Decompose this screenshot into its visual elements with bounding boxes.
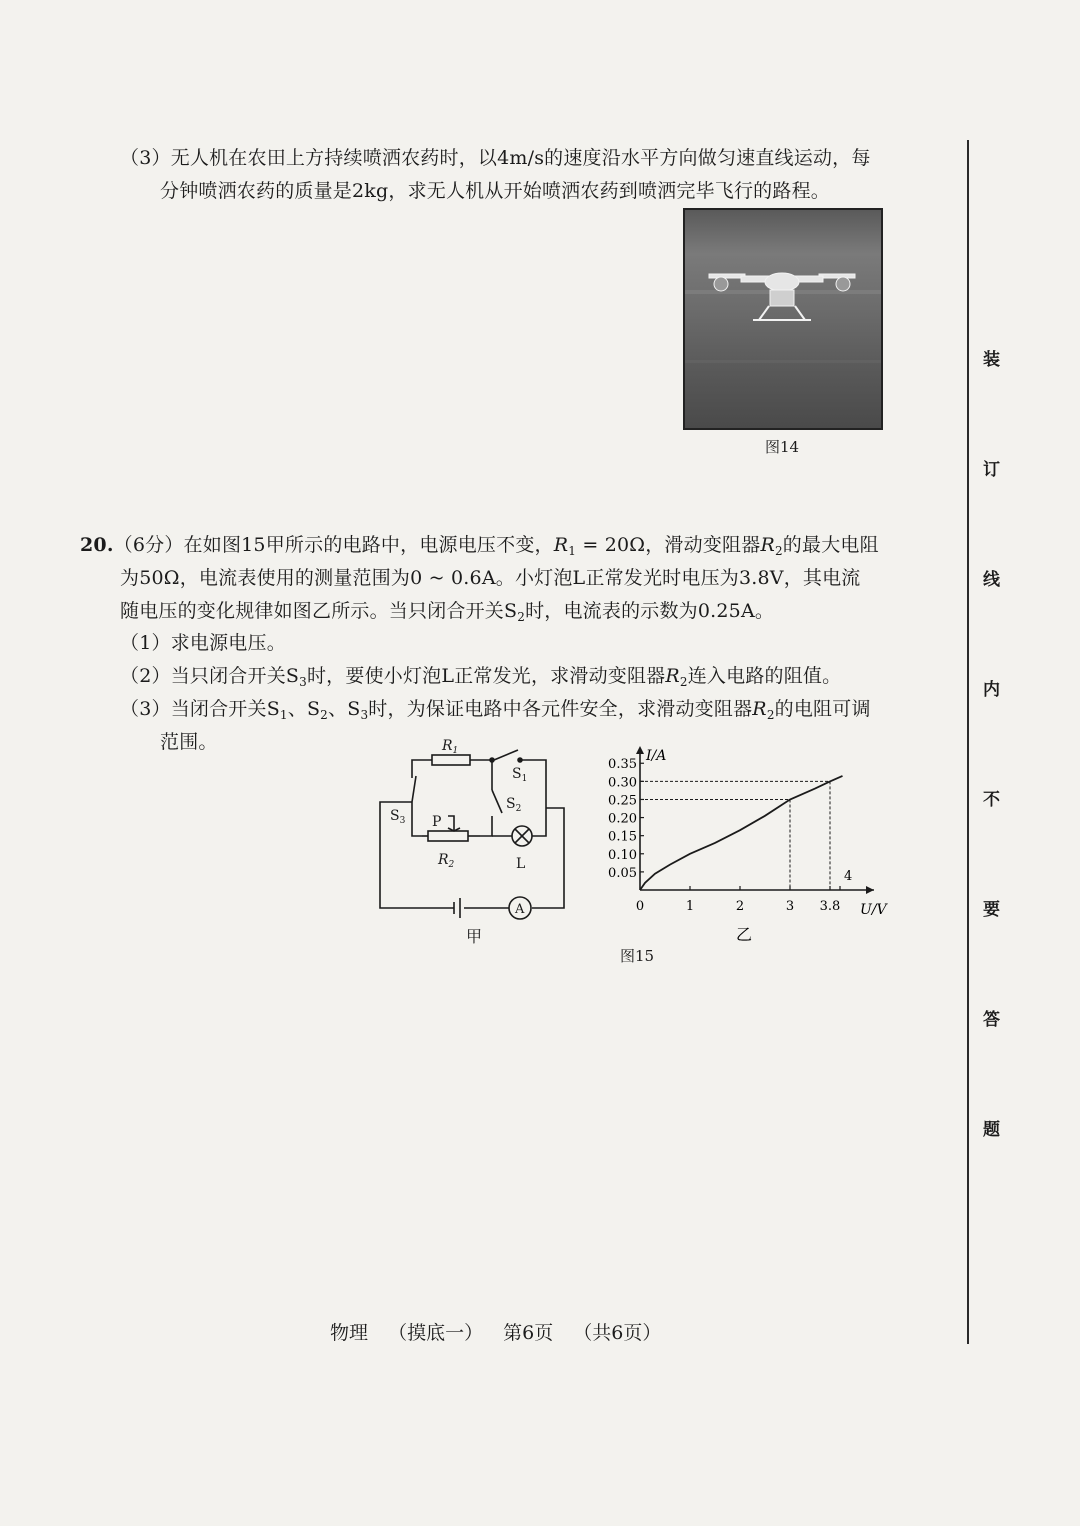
lamp-label: L xyxy=(516,856,526,872)
switch-s3 xyxy=(412,776,416,802)
y-tick-label: 0.05 xyxy=(608,865,637,881)
q20-line2: 为50Ω，电流表使用的测量范围为0 ~ 0.6A。小灯泡L正常发光时电压为3.8V，其电流 xyxy=(120,567,861,589)
s1-label: $S_1$ xyxy=(512,766,528,784)
y-axis-arrow xyxy=(636,746,644,754)
x-tick-label: 3.8 xyxy=(819,899,841,914)
x-tick-label: 0 xyxy=(635,899,645,914)
q20-part2: （2）当只闭合开关$S_3$时，要使小灯泡L正常发光，求滑动变阻器$R_2$连入电路的阻值。 xyxy=(120,665,842,689)
footer-subject: 物理 xyxy=(330,1322,369,1344)
footer-page: 第6页 xyxy=(503,1322,554,1344)
guide-line xyxy=(640,799,790,890)
y-tick-label: 0.30 xyxy=(608,775,637,791)
p-label: P xyxy=(432,814,442,830)
switch-s2 xyxy=(492,790,502,813)
switch-s1 xyxy=(494,750,518,760)
figure15-caption: 图15 xyxy=(620,947,655,965)
page-footer xyxy=(330,1318,675,1345)
x-axis-arrow xyxy=(866,886,874,894)
y-tick-label: 0.15 xyxy=(608,829,637,845)
margin-char: 订 xyxy=(983,460,1000,480)
margin-char: 要 xyxy=(983,900,1000,920)
q20-line3: 随电压的变化规律如图乙所示。当只闭合开关$S_2$时，电流表的示数为0.25A。 xyxy=(120,600,775,624)
margin-char: 装 xyxy=(983,350,1000,370)
s2-label: $S_2$ xyxy=(506,796,522,814)
resistor-r1 xyxy=(432,755,470,765)
y-axis-label: I/A xyxy=(646,748,667,764)
s3-label: $S_3$ xyxy=(390,808,406,826)
y-tick-label: 0.20 xyxy=(608,811,637,827)
q19-part3-line2: 分钟喷洒农药的质量是2kg，求无人机从开始喷洒农药到喷洒完毕飞行的路程。 xyxy=(160,180,830,202)
y-tick-label: 0.10 xyxy=(608,847,637,863)
binding-margin-line xyxy=(967,140,969,1344)
x-extra-tick-label: 4 xyxy=(844,869,853,884)
circuit-caption: 甲 xyxy=(466,927,483,946)
margin-char: 题 xyxy=(983,1120,1000,1140)
drone-photo xyxy=(683,208,883,430)
q20-line1: 20.（6分）在如图15甲所示的电路中，电源电压不变，$R_1 = 20\Omega$，滑动变阻器$R_2$的最大电阻 xyxy=(80,534,879,558)
q20-part3-line2: 范围。 xyxy=(160,731,218,753)
graph-caption: 乙 xyxy=(736,925,753,942)
q20-number: 20. xyxy=(80,534,114,556)
y-tick-label: 0.35 xyxy=(608,757,637,773)
margin-char: 答 xyxy=(983,1010,1000,1030)
x-axis-label: U/V xyxy=(860,902,887,918)
drone-silhouette xyxy=(709,273,855,320)
ammeter-label: A xyxy=(515,902,525,917)
x-tick-label: 1 xyxy=(685,899,695,914)
q19-part3-line1: （3）无人机在农田上方持续喷洒农药时，以4m/s的速度沿水平方向做匀速直线运动，每 xyxy=(120,147,871,169)
r2-label: $R_2$ xyxy=(438,852,455,870)
x-tick-label: 2 xyxy=(735,899,745,914)
resistor-r2 xyxy=(428,831,468,841)
q20-part1: （1）求电源电压。 xyxy=(120,632,286,654)
iu-curve xyxy=(640,776,843,890)
y-tick-label: 0.25 xyxy=(608,793,637,809)
margin-char: 线 xyxy=(983,570,1000,590)
iu-graph xyxy=(598,742,898,942)
figure14-caption: 图14 xyxy=(765,438,800,456)
footer-exam: （摸底一） xyxy=(388,1322,484,1344)
q20-part3: （3）当闭合开关$S_1$、$S_2$、$S_3$时，为保证电路中各元件安全，求滑动变阻器$R_2$的电阻可调 xyxy=(120,698,871,722)
guide-line xyxy=(640,781,830,890)
circuit-diagram xyxy=(372,738,582,953)
margin-char: 内 xyxy=(983,680,1000,700)
footer-total: （共6页） xyxy=(573,1322,662,1344)
margin-char: 不 xyxy=(983,790,1000,810)
x-tick-label: 3 xyxy=(785,899,795,914)
r1-label: $R_1$ xyxy=(442,738,459,756)
